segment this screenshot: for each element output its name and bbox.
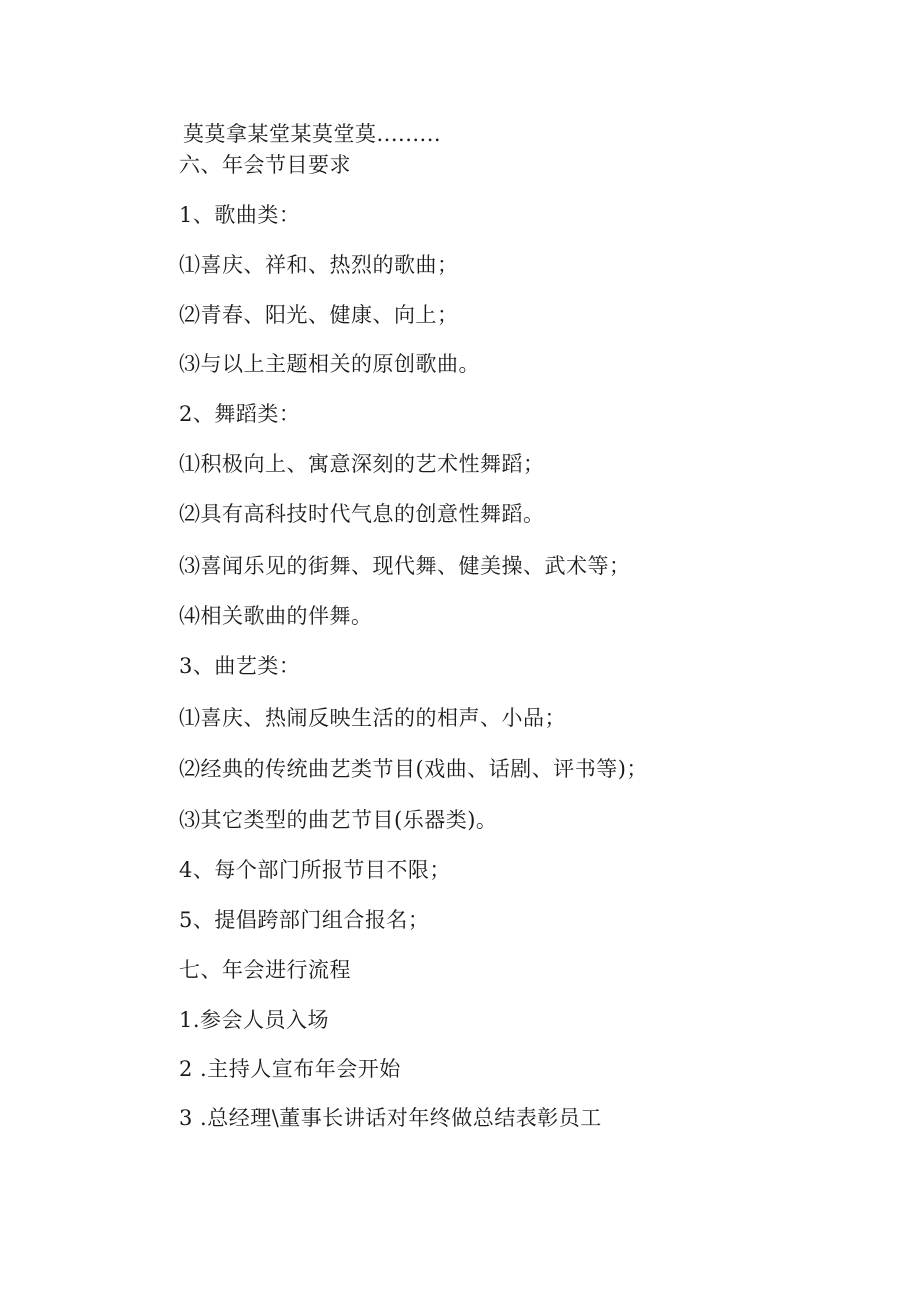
list-item: ⑴喜庆、热闹反映生活的的相声、小品； bbox=[179, 706, 566, 730]
list-item: ⑶与以上主题相关的原创歌曲。 bbox=[179, 352, 480, 376]
list-item: ⑴喜庆、祥和、热烈的歌曲； bbox=[179, 253, 459, 277]
rule-item: 4、每个部门所报节目不限； bbox=[179, 858, 451, 882]
category-heading-folk-arts: 3、曲艺类： bbox=[179, 654, 301, 678]
category-heading-songs: 1、歌曲类： bbox=[179, 203, 301, 227]
header-line: 莫莫拿某堂某莫堂莫......... bbox=[183, 122, 442, 146]
list-item: ⑶其它类型的曲艺节目(乐器类)。 bbox=[179, 808, 498, 832]
list-item: ⑵青春、阳光、健康、向上； bbox=[179, 303, 459, 327]
section-heading-process: 七、年会进行流程 bbox=[179, 958, 351, 982]
list-item: ⑵经典的传统曲艺类节目(戏曲、话剧、评书等)； bbox=[179, 757, 648, 781]
list-item: ⑴积极向上、寓意深刻的艺术性舞蹈； bbox=[179, 452, 545, 476]
process-step: 3 .总经理\董事长讲话对年终做总结表彰员工 bbox=[179, 1106, 602, 1130]
rule-item: 5、提倡跨部门组合报名； bbox=[179, 908, 430, 932]
section-heading-program-requirements: 六、年会节目要求 bbox=[179, 153, 351, 177]
process-step: 2 .主持人宣布年会开始 bbox=[179, 1057, 401, 1081]
list-item: ⑵具有高科技时代气息的创意性舞蹈。 bbox=[179, 502, 545, 526]
category-heading-dance: 2、舞蹈类： bbox=[179, 402, 301, 426]
list-item: ⑷相关歌曲的伴舞。 bbox=[179, 604, 373, 628]
process-step: 1.参会人员入场 bbox=[179, 1008, 330, 1032]
list-item: ⑶喜闻乐见的街舞、现代舞、健美操、武术等； bbox=[179, 554, 631, 578]
